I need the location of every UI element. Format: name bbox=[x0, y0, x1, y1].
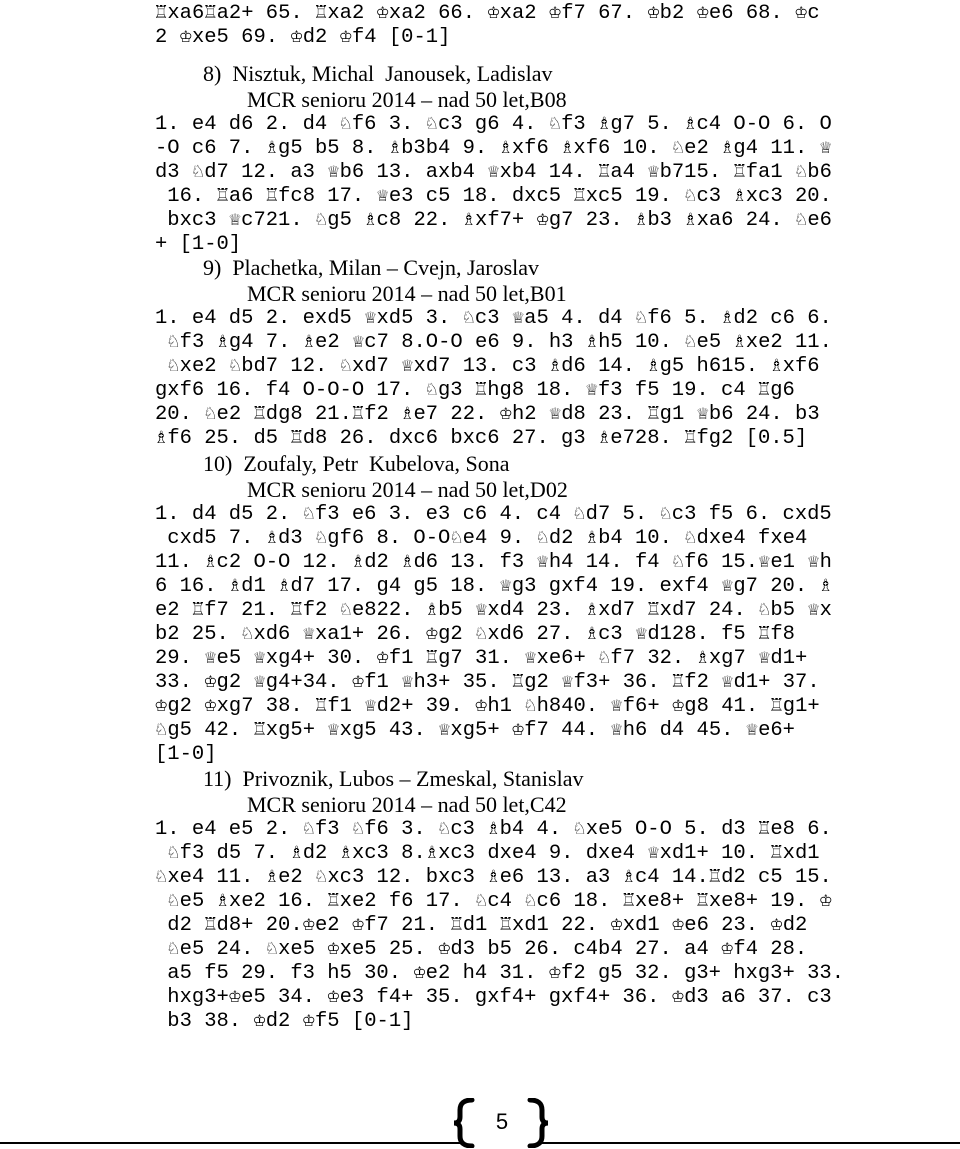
move-line: ♔g2 ♔xg7 38. ♖f1 ♕d2+ 39. ♔h1 ♘h840. ♕f6+ ♔g8 41. ♖g1+ bbox=[155, 695, 820, 718]
move-line: 20. ♘e2 ♖dg8 21.♖f2 ♗e7 22. ♔h2 ♕d8 23. ♖g1 ♕b6 24. b3 bbox=[155, 403, 820, 426]
left-brace-icon bbox=[452, 1098, 478, 1148]
move-line: ♘xe2 ♘bd7 12. ♘xd7 ♕xd7 13. c3 ♗d6 14. ♗g5 h615. ♗xf6 bbox=[155, 355, 820, 378]
move-line: + [1-0] bbox=[155, 233, 242, 256]
move-line: 29. ♕e5 ♕xg4+ 30. ♔f1 ♖g7 31. ♕xe6+ ♘f7 32. ♗xg7 ♕d1+ bbox=[155, 647, 808, 670]
move-line: ♗f6 25. d5 ♖d8 26. dxc6 bxc6 27. g3 ♗e728. ♖fg2 [0.5] bbox=[155, 427, 808, 450]
move-line: 1. d4 d5 2. ♘f3 e6 3. e3 c6 4. c4 ♘d7 5. ♘c3 f5 6. cxd5 bbox=[155, 503, 832, 526]
move-line: ♘xe4 11. ♗e2 ♘xc3 12. bxc3 ♗e6 13. a3 ♗c4 14.♖d2 c5 15. bbox=[155, 866, 832, 889]
move-line: hxg3+♔e5 34. ♔e3 f4+ 35. gxf4+ gxf4+ 36. ♔d3 a6 37. c3 bbox=[155, 986, 832, 1009]
move-line: 1. e4 e5 2. ♘f3 ♘f6 3. ♘c3 ♗b4 4. ♘xe5 O-O 5. d3 ♖e8 6. bbox=[155, 818, 832, 841]
move-line: 33. ♔g2 ♕g4+34. ♔f1 ♕h3+ 35. ♖g2 ♕f3+ 36. ♖f2 ♕d1+ 37. bbox=[155, 671, 820, 694]
footer-rule-left bbox=[0, 1142, 462, 1144]
move-line: gxf6 16. f4 O-O-O 17. ♘g3 ♖hg8 18. ♕f3 f5 19. c4 ♖g6 bbox=[155, 379, 795, 402]
move-line: 6 16. ♗d1 ♗d7 17. g4 g5 18. ♕g3 gxf4 19. exf4 ♕g7 20. ♗ bbox=[155, 575, 832, 598]
move-line: ♘f3 ♗g4 7. ♗e2 ♕c7 8.O-O e6 9. h3 ♗h5 10. ♘e5 ♗xe2 11. bbox=[155, 331, 832, 354]
move-line: d2 ♖d8+ 20.♔e2 ♔f7 21. ♖d1 ♖xd1 22. ♔xd1 ♔e6 23. ♔d2 bbox=[155, 914, 808, 937]
game-title: 9) Plachetka, Milan – Cvejn, Jaroslav bbox=[203, 255, 540, 280]
move-line: ♖xa6♖a2+ 65. ♖xa2 ♔xa2 66. ♔xa2 ♔f7 67. ♔b2 ♔e6 68. ♔c bbox=[155, 2, 820, 25]
move-line: 11. ♗c2 O-O 12. ♗d2 ♗d6 13. f3 ♕h4 14. f4 ♘f6 15.♕e1 ♕h bbox=[155, 551, 832, 574]
game-event: MCR senioru 2014 – nad 50 let,C42 bbox=[247, 792, 567, 817]
page-number: 5 bbox=[495, 1109, 509, 1134]
move-line: ♘e5 ♗xe2 16. ♖xe2 f6 17. ♘c4 ♘c6 18. ♖xe8+ ♖xe8+ 19. ♔ bbox=[155, 890, 832, 913]
footer-rule-right bbox=[541, 1142, 960, 1144]
move-line: 16. ♖a6 ♖fc8 17. ♕e3 c5 18. dxc5 ♖xc5 19. ♘c3 ♗xc3 20. bbox=[155, 185, 832, 208]
move-line: [1-0] bbox=[155, 743, 217, 766]
game-event: MCR senioru 2014 – nad 50 let,B01 bbox=[247, 281, 567, 306]
game-title: 8) Nisztuk, Michal Janousek, Ladislav bbox=[203, 61, 553, 86]
move-line: d3 ♘d7 12. a3 ♕b6 13. axb4 ♕xb4 14. ♖a4 ♕b715. ♖fa1 ♘b6 bbox=[155, 161, 832, 184]
move-line: b2 25. ♘xd6 ♕xa1+ 26. ♔g2 ♘xd6 27. ♗c3 ♕d128. f5 ♖f8 bbox=[155, 623, 795, 646]
move-line: bxc3 ♕c721. ♘g5 ♗c8 22. ♗xf7+ ♔g7 23. ♗b3 ♗xa6 24. ♘e6 bbox=[155, 209, 832, 232]
game-title: 10) Zoufaly, Petr Kubelova, Sona bbox=[203, 451, 510, 476]
move-line: 1. e4 d5 2. exd5 ♕xd5 3. ♘c3 ♕a5 4. d4 ♘f6 5. ♗d2 c6 6. bbox=[155, 307, 832, 330]
move-line: -O c6 7. ♗g5 b5 8. ♗b3b4 9. ♗xf6 ♗xf6 10. ♘e2 ♗g4 11. ♕ bbox=[155, 137, 832, 160]
move-line: ♘f3 d5 7. ♗d2 ♗xc3 8.♗xc3 dxe4 9. dxe4 ♕xd1+ 10. ♖xd1 bbox=[155, 842, 820, 865]
move-line: b3 38. ♔d2 ♔f5 [0-1] bbox=[155, 1010, 414, 1033]
right-brace-icon bbox=[524, 1098, 550, 1148]
move-line: 2 ♔xe5 69. ♔d2 ♔f4 [0-1] bbox=[155, 26, 451, 49]
move-line: cxd5 7. ♗d3 ♘gf6 8. O-O♘e4 9. ♘d2 ♗b4 10. ♘dxe4 fxe4 bbox=[155, 527, 808, 550]
move-line: ♘g5 42. ♖xg5+ ♕xg5 43. ♕xg5+ ♔f7 44. ♕h6 d4 45. ♕e6+ bbox=[155, 719, 795, 742]
move-line: 1. e4 d6 2. d4 ♘f6 3. ♘c3 g6 4. ♘f3 ♗g7 5. ♗c4 O-O 6. O bbox=[155, 113, 832, 136]
move-line: ♘e5 24. ♘xe5 ♔xe5 25. ♔d3 b5 26. c4b4 27. a4 ♔f4 28. bbox=[155, 938, 808, 961]
game-title: 11) Privoznik, Lubos – Zmeskal, Stanislav bbox=[203, 766, 584, 791]
move-line: e2 ♖f7 21. ♖f2 ♘e822. ♗b5 ♕xd4 23. ♗xd7 ♖xd7 24. ♘b5 ♕x bbox=[155, 599, 832, 622]
game-event: MCR senioru 2014 – nad 50 let,D02 bbox=[247, 477, 568, 502]
game-event: MCR senioru 2014 – nad 50 let,B08 bbox=[247, 87, 567, 112]
move-line: a5 f5 29. f3 h5 30. ♔e2 h4 31. ♔f2 g5 32. g3+ hxg3+ 33. bbox=[155, 962, 844, 985]
